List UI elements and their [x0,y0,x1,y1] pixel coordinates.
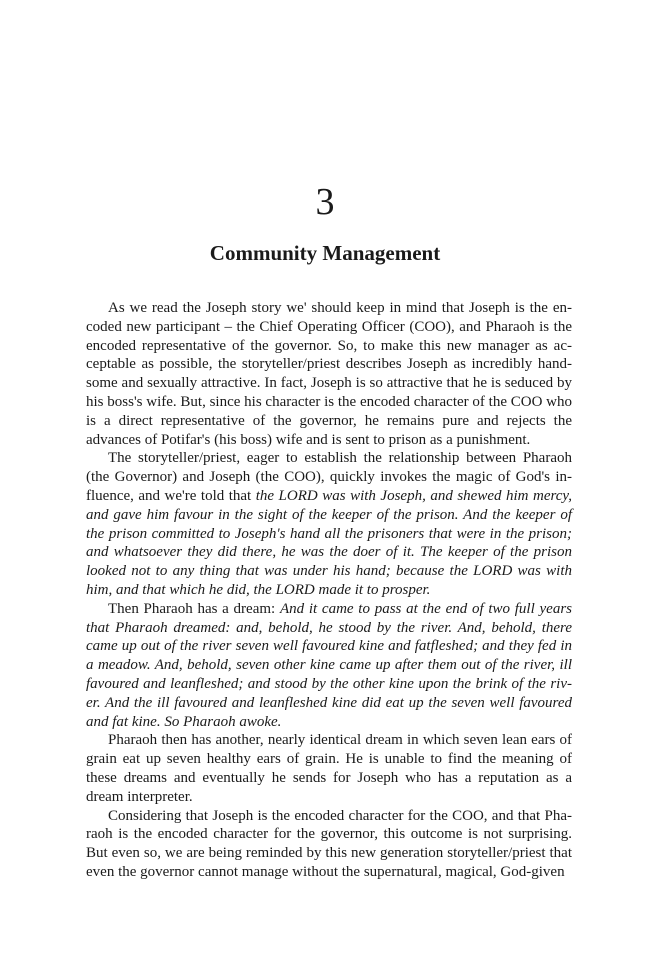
paragraph-text: Considering that Joseph is the encoded character for the COO, and that Pharaoh is the encoded character for the governor, this outcome is not surprising. But even so, we are being reminded by this new generation storyteller/priest that even the governor cannot manage without the supernatural, magical, God-given [86,807,572,880]
paragraph [86,449,572,599]
chapter-body [86,299,572,882]
paragraph-text: Then Pharaoh has a dream: [108,600,280,617]
paragraph [86,299,572,449]
chapter-title: Community Management [209,241,441,265]
paragraph [86,731,572,806]
scripture-quote: the LORD was with Joseph, and shewed him mercy, and gave him favour in the sight of the keeper of the prison. And the keeper of the prison committed to Joseph's hand all the prisoners that were in the prison; and whatsoever they did there, he was the doer of it. The keeper of the prison looked not to any thing that was under his hand; because the LORD was with him, and that which he did, the LORD made it to prosper. [86,487,573,598]
paragraph-text: Pharaoh then has another, nearly identical dream in which seven lean ears of grain eat up seven healthy ears of grain. He is unable to find the meaning of these dreams and eventually he sends for Joseph who has a reputation as a dream interpreter. [86,732,572,805]
paragraph-text: The storyteller/priest, eager to establish the relationship between Pharaoh (the Governor) and Joseph (the COO), quickly invokes the magic of God's influence, and we're told that [86,450,572,504]
paragraph-text: As we read the Joseph story we' should keep in mind that Joseph is the encoded new participant – the Chief Operating Officer (COO), and Pharaoh is the encoded representative of the governor. So, to make this new manager as acceptable as possible, the storyteller/priest describes Joseph as incredibly handsome and sexually attractive. In fact, Joseph is so attractive that he is seduced by his boss's wife. But, since his character is the encoded character of the COO who is a direct representative of the governor, he remains pure and rejects the advances of Potifar's (his boss) wife and is sent to prison as a punishment. [86,300,572,448]
chapter-number: 3 [315,181,335,223]
paragraph [86,600,572,732]
scripture-quote: And it came to pass at the end of two full years that Pharaoh dreamed: and, behold, he stood by the river. And, behold, there came up out of the river seven well favoured kine and fatfleshed; and they fed in a meadow. And, behold, seven other kine came up after them out of the river, ill favoured and leanfleshed; and stood by the other kine upon the brink of the river. And the ill favoured and leanfleshed kine did eat up the seven well favoured and fat kine. So Pharaoh awoke. [86,600,572,730]
paragraph [86,807,572,882]
